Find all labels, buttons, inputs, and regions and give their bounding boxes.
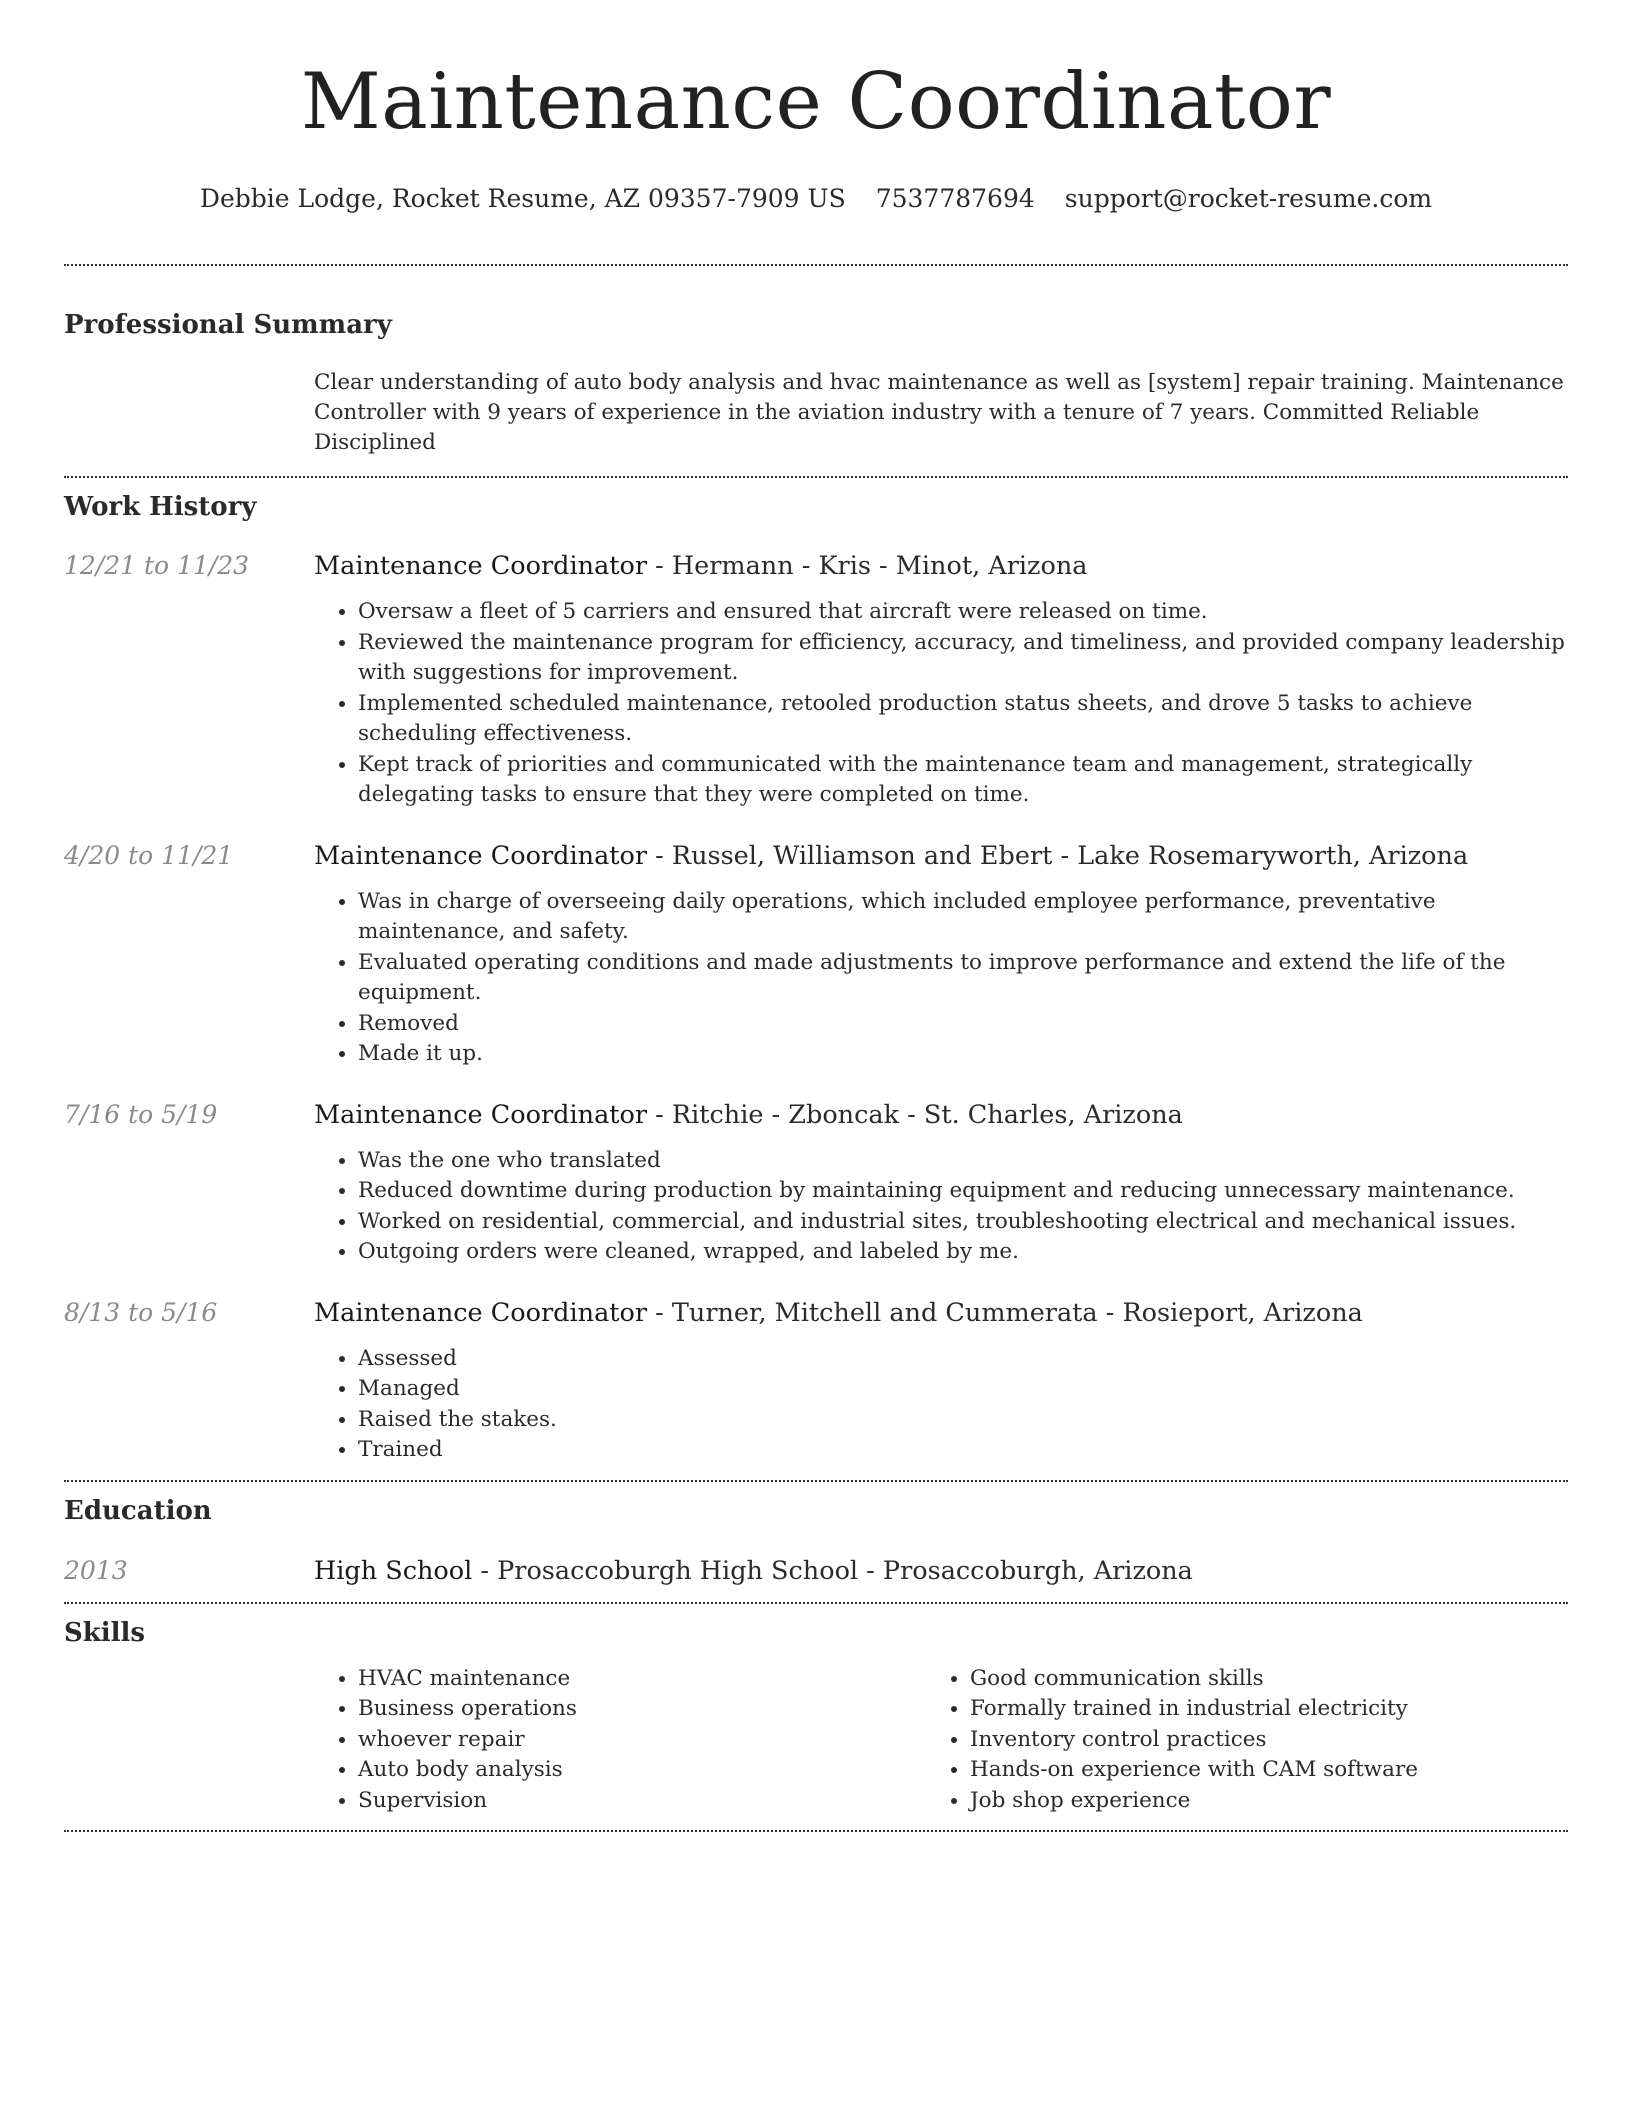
education-entry: [64, 1554, 1568, 1588]
job-body: [314, 1296, 1568, 1466]
section-title-education: Education: [64, 1495, 212, 1526]
list-item: • Job shop experience: [970, 1786, 1568, 1817]
list-item: • Inventory control practices: [970, 1725, 1568, 1756]
list-item: • Trained: [358, 1435, 1568, 1466]
contact-line: [64, 182, 1568, 216]
list-item: • Reduced downtime during production by maintaining equipment and reducing unnecessary maintenance.: [358, 1176, 1568, 1207]
list-item: • Auto body analysis: [358, 1755, 926, 1786]
list-item: • Formally trained in industrial electricity: [970, 1694, 1568, 1725]
education-section: [64, 1482, 1568, 1602]
job-entry: [64, 1296, 1568, 1480]
contact-address: Debbie Lodge, Rocket Resume, AZ 09357-7909 US: [199, 184, 846, 213]
job-bullets: [314, 1146, 1568, 1268]
job-bullets: [314, 597, 1568, 811]
job-bullets: [314, 1344, 1568, 1466]
job-role: Maintenance Coordinator: [314, 1099, 648, 1130]
list-item: • Good communication skills: [970, 1664, 1568, 1695]
skills-list-left: [314, 1664, 926, 1817]
work-history-section: [64, 478, 1568, 1480]
list-item: • Was in charge of overseeing daily operations, which included employee performance, preventative maintenance, and safety.: [358, 887, 1568, 948]
job-role: Maintenance Coordinator: [314, 1297, 648, 1328]
section-title-skills: Skills: [64, 1617, 146, 1648]
list-item: • Outgoing orders were cleaned, wrapped, and labeled by me.: [358, 1237, 1568, 1268]
job-dates: 7/16 to 5/19: [64, 1099, 218, 1129]
list-item: • Business operations: [358, 1694, 926, 1725]
list-item: • Made it up.: [358, 1039, 1568, 1070]
list-item: • Was the one who translated: [358, 1146, 1568, 1177]
professional-summary-section: [64, 266, 1568, 476]
list-item: • Worked on residential, commercial, and industrial sites, troubleshooting electrical and mechanical issues.: [358, 1207, 1568, 1238]
job-title: [314, 1098, 1568, 1132]
resume-header: [64, 0, 1568, 216]
skills-list-right: [926, 1664, 1568, 1817]
job-dates: 12/21 to 11/23: [64, 551, 250, 580]
list-item: • Evaluated operating conditions and made adjustments to improve performance and extend the life of the equipment.: [358, 948, 1568, 1009]
job-role: Maintenance Coordinator: [314, 840, 648, 871]
section-title-summary: Professional Summary: [64, 310, 392, 340]
list-item: • Oversaw a fleet of 5 carriers and ensured that aircraft were released on time.: [358, 597, 1568, 628]
job-role: Maintenance Coordinator: [314, 551, 648, 581]
job-employer-location: - Hermann - Kris - Minot, Arizona: [647, 551, 1088, 581]
list-item: • whoever repair: [358, 1725, 926, 1756]
contact-email: support@rocket-resume.com: [1064, 184, 1433, 213]
job-body: [314, 1098, 1568, 1268]
job-bullets: [314, 887, 1568, 1070]
contact-phone: 7537787694: [875, 184, 1035, 213]
education-degree: High School: [314, 1555, 473, 1586]
section-divider: [64, 1830, 1568, 1832]
section-title-work: Work History: [64, 492, 257, 522]
job-employer-location: - Ritchie - Zboncak - St. Charles, Arizona: [647, 1099, 1183, 1130]
job-title: [314, 1296, 1568, 1330]
job-employer-location: - Turner, Mitchell and Cummerata - Rosieport, Arizona: [647, 1297, 1363, 1328]
job-title: [314, 549, 1568, 583]
job-title: [314, 839, 1568, 873]
job-entry: [64, 839, 1568, 1070]
list-item: • Supervision: [358, 1786, 926, 1817]
resume-name: Maintenance Coordinator: [300, 57, 1332, 147]
job-employer-location: - Russel, Williamson and Ebert - Lake Rosemaryworth, Arizona: [647, 840, 1469, 871]
education-title: [314, 1554, 1568, 1588]
education-year: 2013: [64, 1555, 128, 1585]
job-dates: 4/20 to 11/21: [64, 840, 234, 870]
job-entry: [64, 549, 1568, 811]
list-item: • Raised the stakes.: [358, 1405, 1568, 1436]
education-school-location: - Prosaccoburgh High School - Prosaccoburgh, Arizona: [472, 1555, 1193, 1586]
job-body: [314, 839, 1568, 1070]
job-entry: [64, 1098, 1568, 1268]
job-body: [314, 549, 1568, 811]
job-dates: 8/13 to 5/16: [64, 1297, 218, 1327]
list-item: • Hands-on experience with CAM software: [970, 1755, 1568, 1786]
list-item: • Reviewed the maintenance program for efficiency, accuracy, and timeliness, and provided company leadership with suggestions for improvement.: [358, 628, 1568, 689]
skills-section: [64, 1604, 1568, 1831]
list-item: • Implemented scheduled maintenance, retooled production status sheets, and drove 5 tasks to achieve scheduling effectiveness.: [358, 689, 1568, 750]
summary-text: Clear understanding of auto body analysis and hvac maintenance as well as [system] repair training. Maintenance Controller with 9 years of experience in the aviation industry with a tenure of 7 years. Committed Reliable Disciplined: [314, 370, 1564, 455]
list-item: • HVAC maintenance: [358, 1664, 926, 1695]
list-item: • Assessed: [358, 1344, 1568, 1375]
list-item: • Removed: [358, 1009, 1568, 1040]
list-item: • Kept track of priorities and communicated with the maintenance team and management, strategically delegating tasks to ensure that they were completed on time.: [358, 750, 1568, 811]
education-body: [314, 1554, 1568, 1588]
list-item: • Managed: [358, 1374, 1568, 1405]
skills-columns: [314, 1664, 1568, 1817]
